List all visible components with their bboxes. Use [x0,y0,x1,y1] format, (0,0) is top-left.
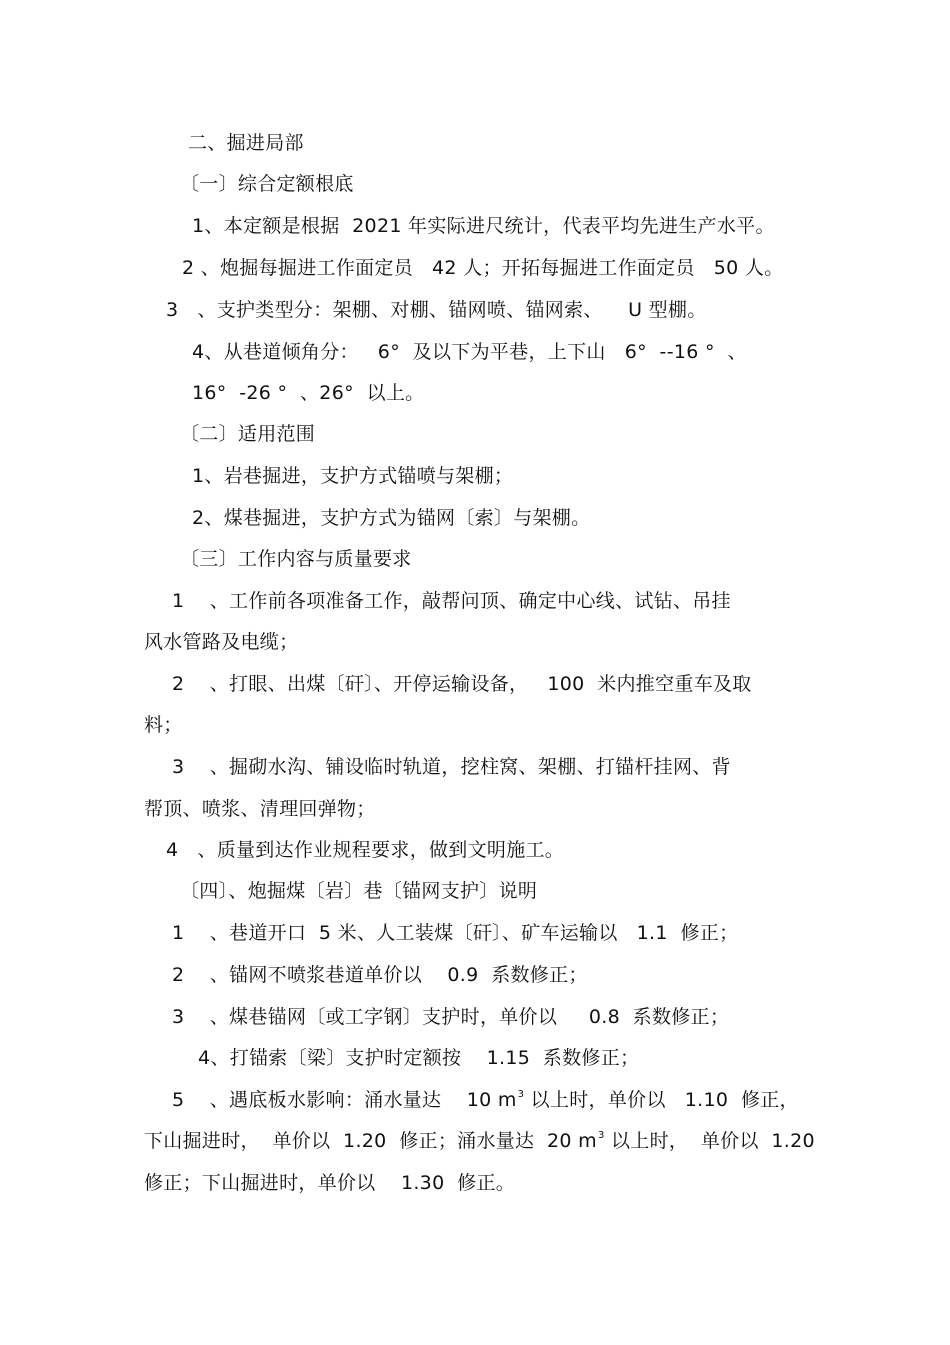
paragraph-line: 1 、巷道开口 5 米、人工装煤〔矸〕、矿车运输以 1.1 修正； [172,922,739,944]
paragraph-line: 3 、掘砌水沟、铺设临时轨道，挖柱窝、架棚、打锚杆挂网、背 [172,756,731,778]
paragraph-line: 1 、工作前各项准备工作，敲帮问顶、确定中心线、试钻、吊挂 [172,590,731,612]
paragraph-line: 2 、炮掘每掘进工作面定员 42 人；开拓每掘进工作面定员 50 人。 [182,257,784,279]
paragraph-line: 料； [144,714,183,736]
paragraph-line: 16° -26 ° 、26° 以上。 [192,382,425,404]
paragraph-line: 2、煤巷掘进，支护方式为锚网〔索〕与架棚。 [192,507,591,529]
subsection-heading: 〔四〕、炮掘煤〔岩〕巷〔锚网支护〕说明 [180,880,538,902]
paragraph-line: 4、打锚索〔梁〕支护时定额按 1.15 系数修正； [198,1047,640,1069]
subsection-heading: 〔一〕综合定额根底 [180,173,354,195]
subsection-heading: 〔二〕适用范围 [180,423,316,445]
paragraph-line-water-1 [172,1088,799,1112]
paragraph-line-water-2 [144,1129,815,1153]
paragraph-line: 4、从巷道倾角分： 6° 及以下为平巷，上下山 6° --16 ° 、 [192,341,747,363]
water-text-after: 以上时，单价以 1.10 修正， [524,1089,799,1111]
cubic-superscript: 3 [597,1130,605,1141]
paragraph-line: 4 、质量到达作业规程要求，做到文明施工。 [166,839,565,861]
paragraph-line: 风水管路及电缆； [144,631,299,653]
cubic-superscript: 3 [517,1089,525,1100]
paragraph-line: 1、本定额是根据 2021 年实际进尺统计，代表平均先进生产水平。 [192,215,775,237]
water-text-before: 5 、遇底板水影响：涌水量达 10 m [172,1089,517,1111]
paragraph-line: 2 、打眼、出煤〔矸〕、开停运输设备， 100 米内推空重车及取 [172,673,752,695]
paragraph-line: 帮顶、喷浆、清理回弹物； [144,798,376,820]
section-heading: 二、掘进局部 [188,132,304,154]
paragraph-line: 1、岩巷掘进，支护方式锚喷与架棚； [192,465,514,487]
paragraph-line: 3 、支护类型分：架棚、对棚、锚网喷、锚网索、 U 型棚。 [166,299,707,321]
subsection-heading: 〔三〕工作内容与质量要求 [180,548,412,570]
water-text-before: 下山掘进时， 单价以 1.20 修正；涌水量达 20 m [144,1130,597,1152]
paragraph-line: 2 、锚网不喷浆巷道单价以 0.9 系数修正； [172,964,588,986]
paragraph-line: 3 、煤巷锚网〔或工字钢〕支护时，单价以 0.8 系数修正； [172,1006,730,1028]
water-text-after: 以上时， 单价以 1.20 [604,1130,815,1152]
paragraph-line-water-3: 修正；下山掘进时，单价以 1.30 修正。 [144,1172,516,1194]
